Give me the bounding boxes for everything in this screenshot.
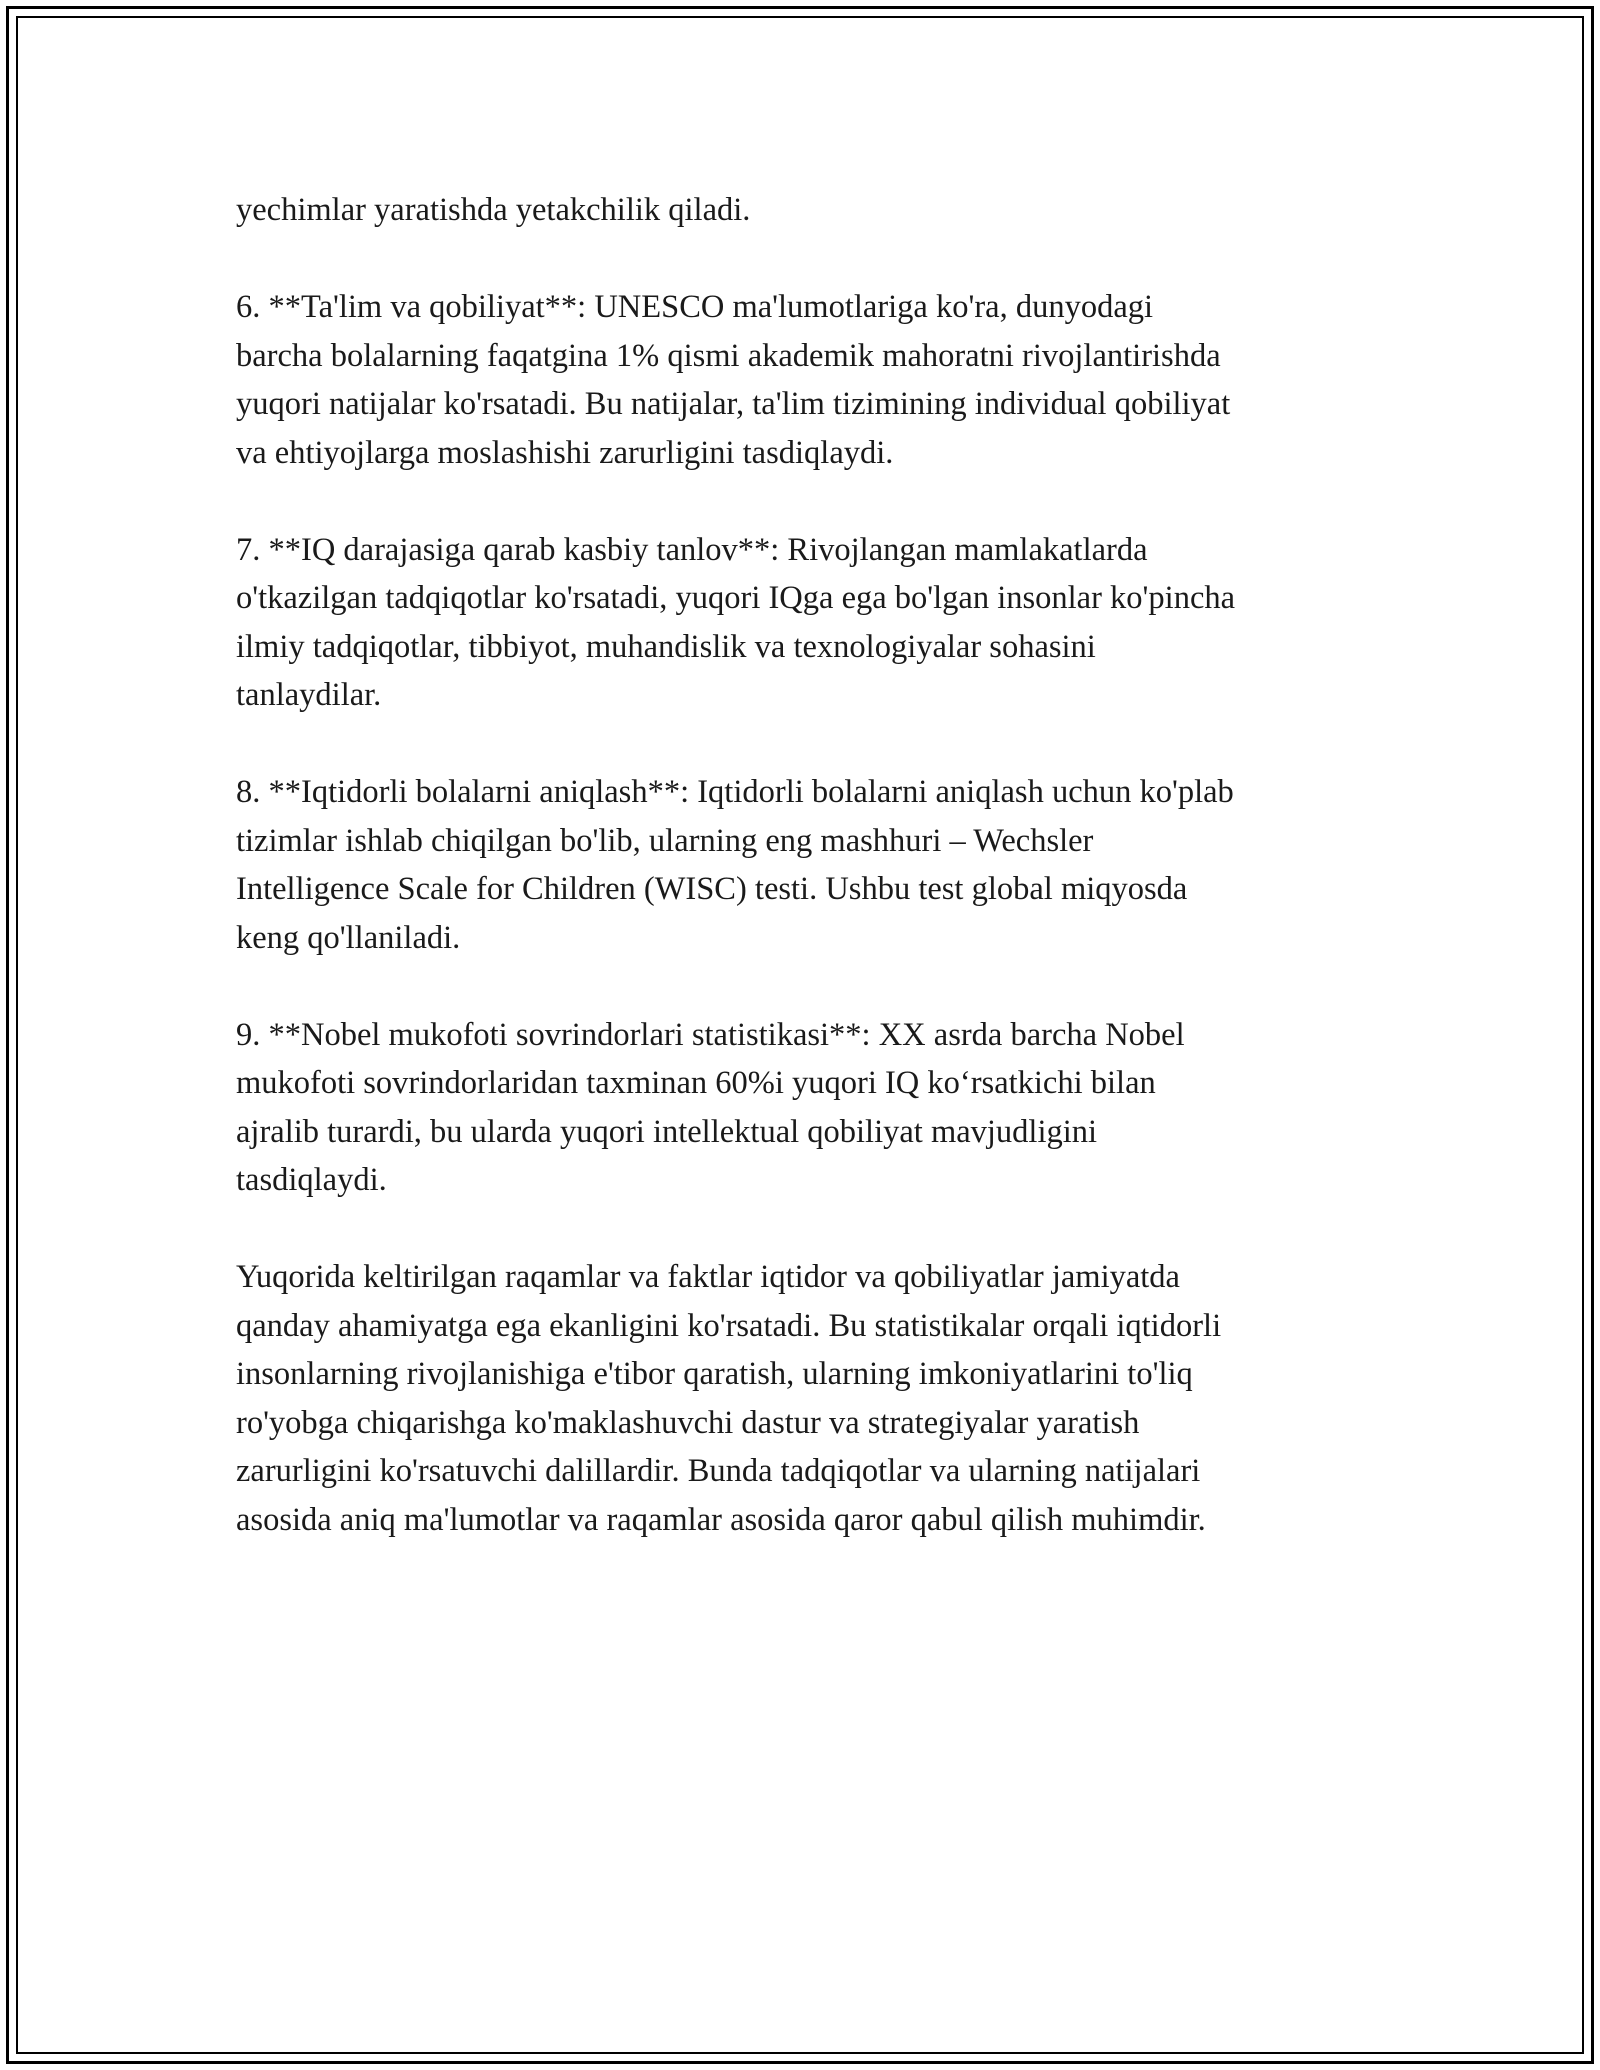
- text-line: ro'yobga chiqarishga ko'maklashuvchi dastur va strategiyalar yaratish: [236, 1404, 1140, 1441]
- text-line: insonlarning rivojlanishiga e'tibor qaratish, ularning imkoniyatlarini to'liq: [236, 1356, 1193, 1392]
- text-line: mukofoti sovrindorlaridan taxminan 60%i yuqori IQ ko‘rsatkichi bilan: [236, 1065, 1156, 1101]
- text-line: 9. **Nobel mukofoti sovrindorlari statistikasi**: XX asrda barcha Nobel: [236, 1016, 1185, 1053]
- text-line: qanday ahamiyatga ega ekanligini ko'rsatadi. Bu statistikalar orqali iqtidorli: [236, 1307, 1222, 1344]
- text-line: yuqori natijalar ko'rsatadi. Bu natijalar, ta'lim tizimining individual qobiliyat: [236, 386, 1231, 422]
- text-line: 7. **IQ darajasiga qarab kasbiy tanlov**: Rivojlangan mamlakatlarda: [236, 531, 1148, 568]
- text-line: ajralib turardi, bu ularda yuqori intellektual qobiliyat mavjudligini: [236, 1113, 1098, 1150]
- text-line: zarurligini ko'rsatuvchi dalillardir. Bunda tadqiqotlar va ularning natijalari: [236, 1453, 1201, 1489]
- paragraph-continuation: [236, 186, 1376, 235]
- text-line: ilmiy tadqiqotlar, tibbiyot, muhandislik va texnologiyalar sohasini: [236, 628, 1096, 665]
- paragraph-conclusion: [236, 1253, 1376, 1544]
- text-line: tasdiqlaydi.: [236, 1162, 387, 1198]
- text-line: yechimlar yaratishda yetakchilik qiladi.: [236, 192, 751, 228]
- text-line: 8. **Iqtidorli bolalarni aniqlash**: Iqtidorli bolalarni aniqlash uchun ko'plab: [236, 774, 1234, 810]
- text-line: barcha bolalarning faqatgina 1% qismi akademik mahoratni rivojlantirishda: [236, 337, 1221, 374]
- text-line: va ehtiyojlarga moslashishi zarurligini tasdiqlaydi.: [236, 434, 894, 471]
- paragraph-item-7: [236, 526, 1376, 720]
- text-line: tizimlar ishlab chiqilgan bo'lib, ularning eng mashhuri – Wechsler: [236, 822, 1094, 859]
- text-line: Yuqorida keltirilgan raqamlar va faktlar iqtidor va qobiliyatlar jamiyatda: [236, 1259, 1180, 1295]
- text-line: Intelligence Scale for Children (WISC) testi. Ushbu test global miqyosda: [236, 871, 1188, 907]
- text-line: o'tkazilgan tadqiqotlar ko'rsatadi, yuqori IQga ega bo'lgan insonlar ko'pincha: [236, 580, 1236, 616]
- document-body: [236, 186, 1376, 1593]
- text-line: tanlaydilar.: [236, 677, 382, 713]
- text-line: keng qo'llaniladi.: [236, 919, 461, 956]
- paragraph-item-8: [236, 768, 1376, 962]
- text-line: 6. **Ta'lim va qobiliyat**: UNESCO ma'lumotlariga ko'ra, dunyodagi: [236, 289, 1154, 325]
- paragraph-item-9: [236, 1011, 1376, 1205]
- text-line: asosida aniq ma'lumotlar va raqamlar asosida qaror qabul qilish muhimdir.: [236, 1501, 1206, 1538]
- paragraph-item-6: [236, 283, 1376, 477]
